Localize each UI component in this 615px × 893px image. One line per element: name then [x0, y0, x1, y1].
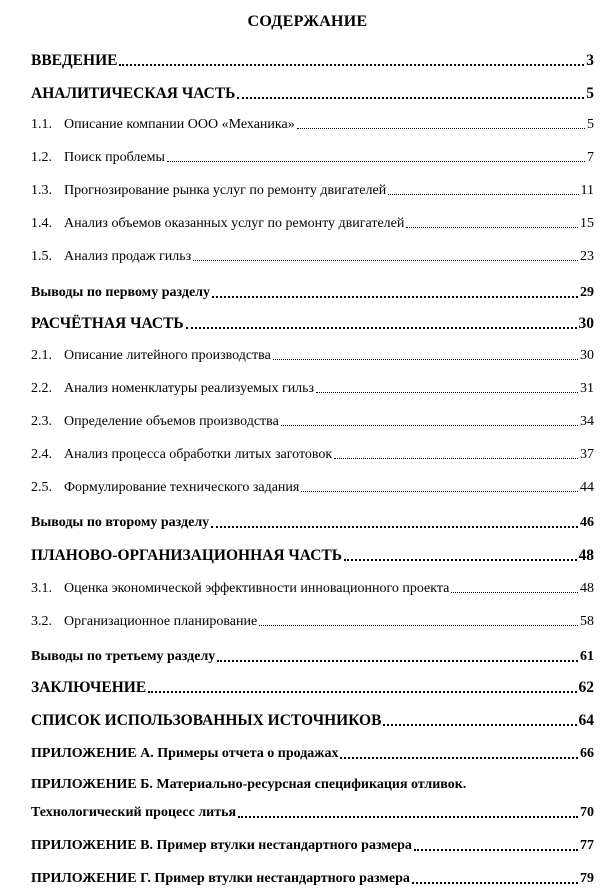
toc-entry-page: 23: [580, 249, 594, 264]
dot-leader: [406, 227, 578, 228]
toc-entry-appendix-b-line2[interactable]: [31, 802, 594, 822]
toc-entry-page: 7: [587, 150, 594, 165]
toc-entry-page: 48: [578, 547, 594, 564]
toc-entry-title: Прогнозирование рынка услуг по ремонту двигателей: [64, 183, 387, 198]
toc-entry-page: 70: [580, 805, 594, 820]
toc-entry-1-2[interactable]: [31, 147, 594, 167]
dot-leader: [273, 359, 578, 360]
dot-leader: [451, 592, 578, 593]
toc-entry-number: 1.1.: [31, 117, 52, 132]
dot-leader: [297, 128, 585, 129]
toc-entry-introduction[interactable]: [31, 50, 594, 70]
toc-entry-number: 1.2.: [31, 150, 52, 165]
dot-leader: [344, 559, 577, 561]
toc-entry-1-3[interactable]: [31, 180, 594, 200]
dot-leader: [414, 849, 578, 851]
toc-entry-title: Описание компании ООО «Механика»: [64, 117, 295, 132]
dot-leader: [259, 625, 578, 626]
toc-entry-2-4[interactable]: [31, 444, 594, 464]
toc-entry-title: РАСЧЁТНАЯ ЧАСТЬ: [31, 315, 184, 332]
toc-entry-number: 3.1.: [31, 581, 52, 596]
toc-entry-title: Выводы по третьему разделу: [31, 649, 216, 664]
dot-leader: [193, 260, 578, 261]
dot-leader: [186, 327, 577, 329]
toc-entry-appendix-a[interactable]: [31, 743, 594, 763]
toc-entry-1-4[interactable]: [31, 213, 594, 233]
toc-entry-title: Анализ объемов оказанных услуг по ремонту двигателей: [64, 216, 405, 231]
toc-entry-title: ЗАКЛЮЧЕНИЕ: [31, 679, 147, 696]
toc-entry-3-2[interactable]: [31, 611, 594, 631]
toc-entry-page: 5: [587, 117, 594, 132]
toc-entry-title: Анализ процесса обработки литых заготовок: [64, 447, 333, 462]
toc-entry-page: 62: [578, 679, 594, 696]
toc-entry-page: 77: [580, 838, 594, 853]
toc-entry-number: 2.5.: [31, 480, 52, 495]
toc-entry-title: Выводы по первому разделу: [31, 285, 211, 300]
toc-entry-title: Описание литейного производства: [64, 348, 271, 363]
toc-entry-title: Формулирование технического задания: [64, 480, 300, 495]
toc-entry-number: 2.3.: [31, 414, 52, 429]
toc-entry-number: 3.2.: [31, 614, 52, 629]
toc-entry-conclusions-3[interactable]: [31, 646, 594, 666]
toc-entry-page: 11: [580, 183, 594, 198]
toc-entry-title: ПРИЛОЖЕНИЕ А. Примеры отчета о продажах: [31, 746, 339, 761]
toc-entry-page: 61: [580, 649, 594, 664]
dot-leader: [281, 425, 578, 426]
toc-entry-title: Технологический процесс литья: [31, 805, 237, 820]
dot-leader: [334, 458, 578, 459]
toc-entry-number: 1.3.: [31, 183, 52, 198]
toc-entry-references[interactable]: [31, 710, 594, 730]
toc-entry-conclusion[interactable]: [31, 677, 594, 697]
toc-entry-title: ВВЕДЕНИЕ: [31, 52, 118, 69]
toc-entry-page: 48: [580, 581, 594, 596]
dot-leader: [340, 757, 578, 759]
toc-entry-page: 79: [580, 871, 594, 886]
dot-leader: [212, 296, 578, 298]
toc-title: СОДЕРЖАНИЕ: [247, 13, 368, 30]
toc-entry-page: 5: [586, 85, 594, 102]
toc-entry-number: 1.4.: [31, 216, 52, 231]
toc-entry-title: ПЛАНОВО-ОРГАНИЗАЦИОННАЯ ЧАСТЬ: [31, 547, 342, 564]
toc-entry-2-3[interactable]: [31, 411, 594, 431]
toc-entry-page: 64: [578, 712, 594, 729]
toc-entry-title: Определение объемов производства: [64, 414, 279, 429]
toc-entry-page: 46: [580, 515, 594, 530]
toc-entry-number: 2.1.: [31, 348, 52, 363]
dot-leader: [237, 97, 584, 99]
dot-leader: [148, 691, 576, 693]
toc-entry-title: Выводы по второму разделу: [31, 515, 210, 530]
toc-entry-title: Анализ продаж гильз: [64, 249, 192, 264]
toc-entry-2-5[interactable]: [31, 477, 594, 497]
dot-leader: [412, 882, 578, 884]
toc-entry-page: 34: [580, 414, 594, 429]
toc-entry-number: 1.5.: [31, 249, 52, 264]
toc-entry-appendix-v[interactable]: [31, 835, 594, 855]
toc-entry-appendix-g[interactable]: [31, 868, 594, 888]
dot-leader: [316, 392, 578, 393]
toc-entry-1-1[interactable]: [31, 114, 594, 134]
toc-entry-2-1[interactable]: [31, 345, 594, 365]
toc-entry-conclusions-2[interactable]: [31, 512, 594, 532]
dot-leader: [211, 526, 578, 528]
toc-entry-page: 29: [580, 285, 594, 300]
toc-entry-title: Поиск проблемы: [64, 150, 165, 165]
toc-entry-title: ПРИЛОЖЕНИЕ Г. Пример втулки нестандартного размера: [31, 871, 410, 886]
toc-entry-page: 44: [580, 480, 594, 495]
toc-entry-title: АНАЛИТИЧЕСКАЯ ЧАСТЬ: [31, 85, 236, 102]
toc-entry-page: 58: [580, 614, 594, 629]
dot-leader: [301, 491, 578, 492]
dot-leader: [119, 64, 584, 66]
toc-entry-3-1[interactable]: [31, 578, 594, 598]
toc-entry-number: 2.2.: [31, 381, 52, 396]
toc-entry-conclusions-1[interactable]: [31, 282, 594, 302]
dot-leader: [388, 194, 578, 195]
toc-entry-1-5[interactable]: [31, 246, 594, 266]
toc-entry-page: 37: [580, 447, 594, 462]
toc-entry-page: 30: [578, 315, 594, 332]
toc-entry-calculation-part[interactable]: [31, 313, 594, 333]
dot-leader: [238, 816, 578, 818]
dot-leader: [167, 161, 585, 162]
dot-leader: [217, 660, 578, 662]
dot-leader: [383, 724, 576, 726]
toc-entry-page: 3: [586, 52, 594, 69]
toc-entry-title: ПРИЛОЖЕНИЕ В. Пример втулки нестандартного размера: [31, 838, 412, 853]
toc-entry-title: Анализ номенклатуры реализуемых гильз: [64, 381, 315, 396]
toc-entry-number: 2.4.: [31, 447, 52, 462]
toc-entry-page: 30: [580, 348, 594, 363]
toc-entry-analytical-part[interactable]: [31, 83, 594, 103]
toc-entry-page: 66: [580, 746, 594, 761]
toc-entry-page: 31: [580, 381, 594, 396]
toc-entry-2-2[interactable]: [31, 378, 594, 398]
toc-entry-title: СПИСОК ИСПОЛЬЗОВАННЫХ ИСТОЧНИКОВ: [31, 712, 382, 729]
toc-entry-appendix-b-line1[interactable]: ПРИЛОЖЕНИЕ Б. Материально-ресурсная спецификация отливок.: [31, 777, 467, 792]
toc-entry-title: Организационное планирование: [64, 614, 258, 629]
toc-entry-title: Оценка экономической эффективности инновационного проекта: [64, 581, 450, 596]
toc-entry-page: 15: [580, 216, 594, 231]
toc-entry-planning-part[interactable]: [31, 545, 594, 565]
